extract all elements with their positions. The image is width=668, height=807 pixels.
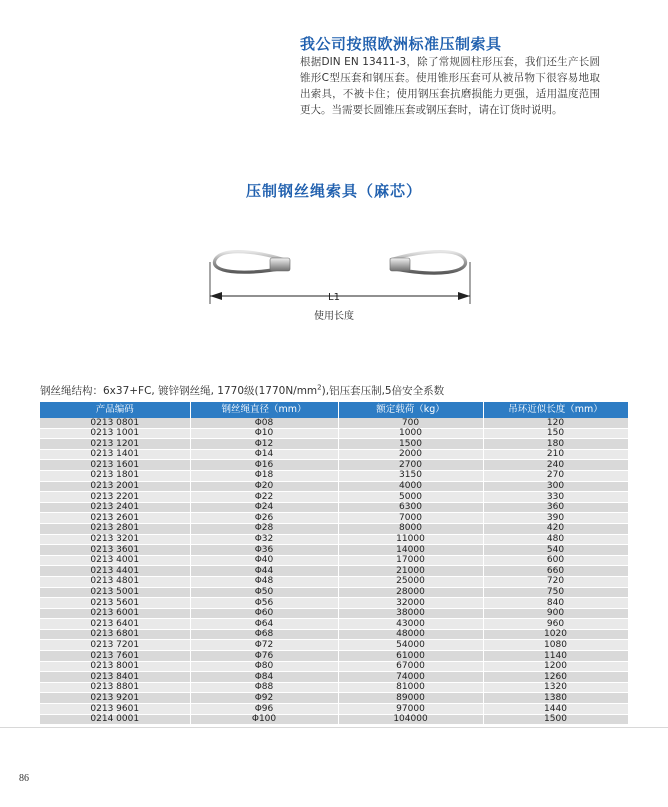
intro-paragraph: 根据DIN EN 13411-3，除了常规圆柱形压套，我们还生产长圆锥形C型压套和钢压套。使用锥形压套可从被吊物下很容易地取出索具，不被卡住；使用钢压套抗磨损能力更强，适用温度范围更大。当需要长圆锥压套或钢压套时，请在订货时说明。	[300, 56, 600, 116]
cell-load: 97000	[338, 704, 483, 715]
cell-code: 0213 2001	[40, 481, 190, 492]
cell-load: 2700	[338, 460, 483, 471]
cell-load: 8000	[338, 523, 483, 534]
cell-load: 5000	[338, 492, 483, 503]
cell-code: 0213 1001	[40, 428, 190, 439]
cell-load: 104000	[338, 714, 483, 725]
footer-divider	[0, 727, 668, 728]
table-row	[40, 418, 628, 428]
right-ferrule	[390, 258, 410, 271]
cell-diameter: Φ56	[190, 598, 338, 609]
section-title: 我公司按照欧洲标准压制索具	[300, 35, 502, 53]
cell-eye-length: 300	[483, 481, 628, 492]
col-header-load: 额定载荷（kg）	[338, 402, 483, 418]
cell-eye-length: 1140	[483, 651, 628, 662]
table-row	[40, 481, 628, 492]
cell-load: 14000	[338, 545, 483, 556]
cell-eye-length: 720	[483, 576, 628, 587]
cell-code: 0213 5001	[40, 587, 190, 598]
cell-load: 89000	[338, 693, 483, 704]
cell-diameter: Φ36	[190, 545, 338, 556]
cell-diameter: Φ88	[190, 682, 338, 693]
cell-code: 0213 4001	[40, 555, 190, 566]
cell-eye-length: 1080	[483, 640, 628, 651]
cell-eye-length: 960	[483, 619, 628, 630]
table-row	[40, 545, 628, 556]
col-header-code: 产品编码	[40, 402, 190, 418]
table-row	[40, 460, 628, 471]
cell-eye-length: 1440	[483, 704, 628, 715]
cell-code: 0213 6001	[40, 608, 190, 619]
page-number: 86	[19, 773, 29, 784]
cell-diameter: Φ92	[190, 693, 338, 704]
cell-code: 0213 4401	[40, 566, 190, 577]
cell-code: 0213 8401	[40, 672, 190, 683]
cell-eye-length: 240	[483, 460, 628, 471]
table-header-row	[40, 402, 628, 418]
cell-load: 6300	[338, 502, 483, 513]
rope-structure-note: 钢丝绳结构：6x37+FC, 镀锌钢丝绳, 1770级$(1770N/mm^2)$,铝压套压制,5倍安全系数	[40, 383, 445, 397]
cell-code: 0213 2201	[40, 492, 190, 503]
cell-eye-length: 1020	[483, 629, 628, 640]
cell-diameter: Φ22	[190, 492, 338, 503]
cell-eye-length: 270	[483, 470, 628, 481]
cell-code: 0213 2801	[40, 523, 190, 534]
cell-code: 0213 8001	[40, 661, 190, 672]
cell-eye-length: 900	[483, 608, 628, 619]
cell-load: 28000	[338, 587, 483, 598]
cell-code: 0213 9201	[40, 693, 190, 704]
cell-code: 0213 3201	[40, 534, 190, 545]
cell-load: 21000	[338, 566, 483, 577]
length-caption: 使用长度	[314, 311, 354, 322]
cell-diameter: Φ68	[190, 629, 338, 640]
cell-eye-length: 750	[483, 587, 628, 598]
cell-load: 25000	[338, 576, 483, 587]
cell-load: 74000	[338, 672, 483, 683]
cell-code: 0213 8801	[40, 682, 190, 693]
table-row	[40, 682, 628, 693]
cell-diameter: Φ32	[190, 534, 338, 545]
cell-load: 32000	[338, 598, 483, 609]
table-row	[40, 428, 628, 439]
cell-load: 81000	[338, 682, 483, 693]
cell-code: 0214 0001	[40, 714, 190, 725]
cell-diameter: Φ96	[190, 704, 338, 715]
cell-load: 54000	[338, 640, 483, 651]
cell-load: 3150	[338, 470, 483, 481]
cell-diameter: Φ14	[190, 449, 338, 460]
table-row	[40, 566, 628, 577]
table-row	[40, 449, 628, 460]
table-row	[40, 587, 628, 598]
cell-code: 0213 5601	[40, 598, 190, 609]
cell-diameter: Φ20	[190, 481, 338, 492]
cell-eye-length: 120	[483, 418, 628, 428]
cell-code: 0213 1401	[40, 449, 190, 460]
cell-load: 4000	[338, 481, 483, 492]
cell-eye-length: 840	[483, 598, 628, 609]
table-row	[40, 629, 628, 640]
table-row	[40, 439, 628, 450]
table-row	[40, 619, 628, 630]
cell-code: 0213 3601	[40, 545, 190, 556]
cell-code: 0213 6801	[40, 629, 190, 640]
cell-code: 0213 1201	[40, 439, 190, 450]
cell-load: 38000	[338, 608, 483, 619]
cell-diameter: Φ76	[190, 651, 338, 662]
cell-code: 0213 1601	[40, 460, 190, 471]
cell-eye-length: 150	[483, 428, 628, 439]
table-row	[40, 502, 628, 513]
cell-code: 0213 9601	[40, 704, 190, 715]
cell-diameter: Φ10	[190, 428, 338, 439]
cell-load: 48000	[338, 629, 483, 640]
cell-eye-length: 390	[483, 513, 628, 524]
cell-code: 0213 7601	[40, 651, 190, 662]
table-row	[40, 576, 628, 587]
cell-load: 11000	[338, 534, 483, 545]
table-row	[40, 555, 628, 566]
table-row	[40, 640, 628, 651]
cell-eye-length: 600	[483, 555, 628, 566]
cell-diameter: Φ48	[190, 576, 338, 587]
cell-load: 1500	[338, 439, 483, 450]
cell-code: 0213 6401	[40, 619, 190, 630]
left-ferrule	[270, 258, 290, 271]
cell-diameter: Φ08	[190, 418, 338, 428]
cell-diameter: Φ18	[190, 470, 338, 481]
table-row	[40, 714, 628, 725]
cell-diameter: Φ100	[190, 714, 338, 725]
cell-diameter: Φ26	[190, 513, 338, 524]
cell-load: 61000	[338, 651, 483, 662]
cell-diameter: Φ72	[190, 640, 338, 651]
table-row	[40, 661, 628, 672]
cell-load: 43000	[338, 619, 483, 630]
cell-load: 1000	[338, 428, 483, 439]
cell-code: 0213 2601	[40, 513, 190, 524]
cell-diameter: Φ60	[190, 608, 338, 619]
cell-code: 0213 7201	[40, 640, 190, 651]
cell-eye-length: 1320	[483, 682, 628, 693]
cell-eye-length: 540	[483, 545, 628, 556]
cell-diameter: Φ44	[190, 566, 338, 577]
col-header-eye-length: 吊环近似长度（mm）	[483, 402, 628, 418]
cell-eye-length: 1500	[483, 714, 628, 725]
cell-diameter: Φ50	[190, 587, 338, 598]
product-title: 压制钢丝绳索具（麻芯）	[245, 182, 422, 200]
table-row	[40, 523, 628, 534]
cell-code: 0213 2401	[40, 502, 190, 513]
cell-eye-length: 330	[483, 492, 628, 503]
cell-eye-length: 180	[483, 439, 628, 450]
cell-eye-length: 660	[483, 566, 628, 577]
cell-diameter: Φ40	[190, 555, 338, 566]
cell-eye-length: 1380	[483, 693, 628, 704]
table-row	[40, 651, 628, 662]
cell-eye-length: 480	[483, 534, 628, 545]
cell-diameter: Φ16	[190, 460, 338, 471]
cell-code: 0213 1801	[40, 470, 190, 481]
cell-eye-length: 360	[483, 502, 628, 513]
col-header-diameter: 钢丝绳直径（mm）	[190, 402, 338, 418]
table-row	[40, 534, 628, 545]
cell-diameter: Φ12	[190, 439, 338, 450]
cell-diameter: Φ64	[190, 619, 338, 630]
dimension-label: L1	[328, 292, 340, 303]
cell-diameter: Φ80	[190, 661, 338, 672]
cell-eye-length: 420	[483, 523, 628, 534]
cell-diameter: Φ28	[190, 523, 338, 534]
table-row	[40, 598, 628, 609]
cell-diameter: Φ84	[190, 672, 338, 683]
table-row	[40, 693, 628, 704]
cell-load: 7000	[338, 513, 483, 524]
table-row	[40, 608, 628, 619]
table-row	[40, 513, 628, 524]
cell-diameter: Φ24	[190, 502, 338, 513]
table-row	[40, 704, 628, 715]
table-row	[40, 470, 628, 481]
cell-load: 67000	[338, 661, 483, 672]
cell-eye-length: 1200	[483, 661, 628, 672]
cell-load: 700	[338, 418, 483, 428]
cell-load: 17000	[338, 555, 483, 566]
spec-table	[40, 402, 629, 725]
table-row	[40, 492, 628, 503]
cell-code: 0213 0801	[40, 418, 190, 428]
table-row	[40, 672, 628, 683]
cell-load: 2000	[338, 449, 483, 460]
cell-eye-length: 1260	[483, 672, 628, 683]
cell-eye-length: 210	[483, 449, 628, 460]
cell-code: 0213 4801	[40, 576, 190, 587]
